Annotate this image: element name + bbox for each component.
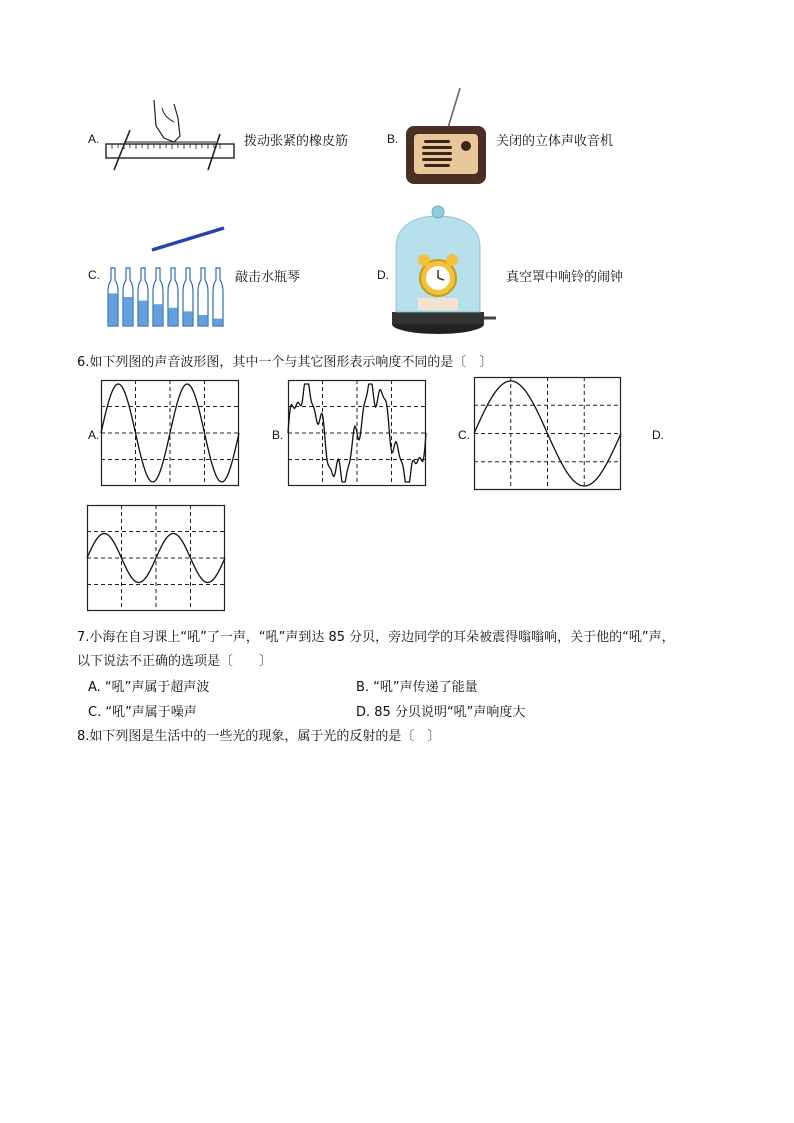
q8-stem: 8.如下列图是生活中的一些光的现象，属于光的反射的是〔 〕	[77, 729, 441, 744]
bottle-water	[124, 297, 133, 326]
waveform-a	[101, 380, 239, 486]
q5-option-a-text: 拨动张紧的橡皮筋	[244, 134, 349, 149]
bottle-group	[108, 268, 223, 326]
q5-option-b-letter: B.	[387, 132, 399, 146]
bottle-water	[214, 319, 223, 326]
waveform-d	[87, 505, 225, 611]
bottle-water	[154, 304, 163, 326]
bottle	[213, 268, 223, 326]
q5-option-a-letter: A.	[88, 132, 100, 146]
waveform-b	[288, 380, 426, 486]
waveform-c	[474, 377, 621, 490]
q6-option-a-letter: A.	[88, 428, 100, 442]
q5-option-b-text: 关闭的立体声收音机	[496, 134, 614, 149]
rubber-band-ruler-image	[104, 98, 238, 174]
bottle-water	[169, 308, 178, 326]
radio-image	[404, 86, 494, 188]
q6-stem: 6.如下列图的声音波形图，其中一个与其它图形表示响度不同的是〔 〕	[77, 355, 493, 370]
q7-option-d: D. 85 分贝说明“吼”声响度大	[356, 705, 526, 720]
bottle-water	[184, 311, 193, 326]
q7-option-b: B. “吼”声传递了能量	[356, 680, 478, 695]
q5-option-c-text: 敲击水瓶琴	[235, 270, 301, 285]
q6-option-c-letter: C.	[458, 428, 470, 442]
q7-option-c: C. “吼”声属于噪声	[88, 705, 197, 720]
bottle-water	[139, 301, 148, 326]
q5-option-d-text: 真空罩中响铃的闹钟	[506, 270, 624, 285]
bottle-water	[199, 315, 208, 326]
q5-option-c-letter: C.	[88, 268, 100, 282]
q7-option-a: A. “吼”声属于超声波	[88, 680, 210, 695]
bell-jar-clock-image	[388, 202, 498, 336]
q5-option-d-letter: D.	[377, 268, 389, 282]
q6-option-d-letter: D.	[652, 428, 664, 442]
q6-option-b-letter: B.	[272, 428, 284, 442]
q7-stem-line2: 以下说法不正确的选项是〔 〕	[77, 654, 273, 669]
bottle-water	[109, 293, 118, 326]
water-bottle-xylophone-image	[104, 224, 228, 330]
q7-stem-line1: 7.小海在自习课上“吼”了一声，“吼”声到达 85 分贝，旁边同学的耳朵被震得嗡嗡响，关于他的“吼”声，	[77, 630, 675, 645]
